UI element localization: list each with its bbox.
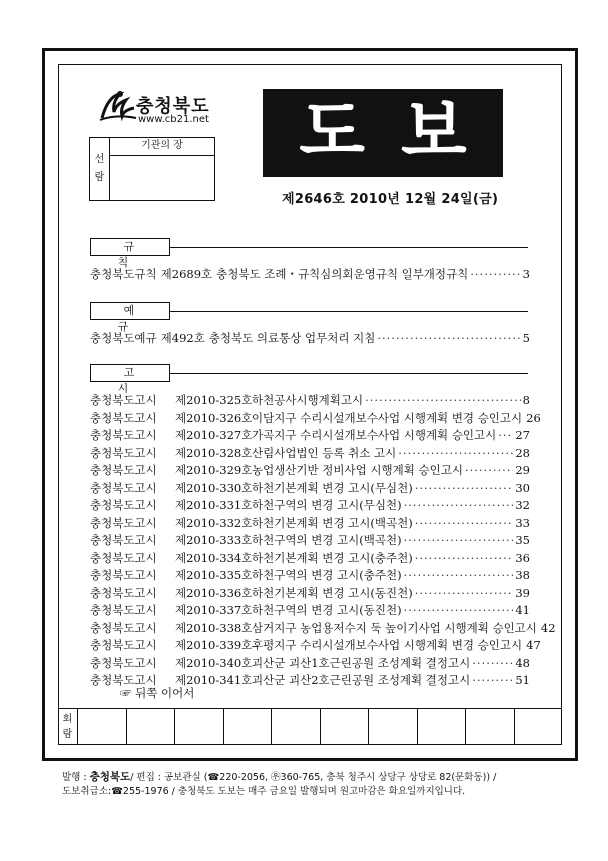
toc-prefix: 충청북도고시 (90, 480, 157, 495)
toc-prefix: 충청북도고시 (90, 428, 157, 442)
logo (98, 88, 248, 128)
toc-title: 괴산군 괴산1호근린공원 조성계획 결정고시 (252, 655, 471, 670)
toc-prefix: 충청북도고시 (90, 550, 157, 565)
approval-header: 기관의 장 (110, 138, 214, 156)
section-divider (170, 311, 528, 312)
cheongju-swirl-logo-icon (98, 88, 138, 124)
section-label-notices: 고 시 (90, 364, 170, 382)
toc-leader (404, 568, 514, 582)
toc-row[interactable] (90, 480, 530, 496)
toc-leader (415, 551, 514, 565)
toc-page: 39 (515, 585, 530, 600)
toc-number: 제2010-329호 (175, 463, 253, 477)
toc-row[interactable] (90, 392, 530, 408)
toc-row[interactable] (90, 462, 530, 478)
toc-row[interactable] (90, 266, 530, 282)
toc-leader (377, 331, 520, 345)
toc-page: 36 (515, 550, 530, 565)
toc-title: 하천공사시행계획고시 (252, 393, 364, 407)
toc-number: 제2010-328호 (175, 445, 253, 460)
toc-page: 28 (515, 445, 530, 460)
toc-row[interactable] (90, 445, 530, 461)
toc-number: 제2010-332호 (175, 515, 253, 530)
approval-side-char: 람 (94, 172, 105, 183)
toc-number: 제2010-333호 (175, 533, 253, 547)
toc-number: 제2010-325호 (175, 393, 253, 407)
toc-page: 5 (522, 331, 530, 345)
toc-prefix: 충청북도고시 (90, 463, 157, 477)
toc-title: 하천구역의 변경 고시(무심천) (252, 498, 402, 512)
toc-row[interactable] (90, 602, 530, 618)
toc-page: 38 (515, 568, 530, 582)
toc-row[interactable] (90, 620, 556, 636)
toc-row[interactable] (90, 427, 530, 443)
toc-prefix: 충청북도고시 (90, 515, 157, 530)
circulation-label (58, 709, 78, 745)
toc-page: 32 (515, 498, 530, 512)
circulation-cell (78, 709, 127, 745)
toc-leader (398, 446, 513, 460)
toc-prefix: 충청북도고시 (90, 533, 157, 547)
circulation-cell (224, 709, 273, 745)
toc-page: 33 (515, 515, 530, 530)
toc-title: 농업생산기반 정비사업 시행계획 승인고시 (252, 463, 463, 477)
toc-page: 51 (515, 673, 530, 687)
toc-number: 제2010-338호 (175, 620, 253, 635)
toc-prefix: 충청북도규칙 (90, 267, 157, 281)
toc-row[interactable] (90, 567, 530, 583)
toc-number: 제2010-337호 (175, 603, 253, 617)
toc-row[interactable] (90, 637, 541, 653)
circulation-row (58, 708, 562, 745)
toc-leader (472, 673, 513, 687)
section-label-bylaws: 예 규 (90, 302, 170, 320)
issue-info: 제2646호 2010년 12월 24일(금) (282, 192, 499, 207)
section-divider (170, 373, 528, 374)
toc-row[interactable] (90, 550, 530, 566)
footer-publisher: 충청북도 (89, 771, 131, 783)
toc-leader (415, 481, 514, 495)
footer-prefix: 발행 : (62, 772, 90, 783)
toc-title: 하천기본계획 변경 고시(동진천) (252, 585, 413, 600)
continued-note: ☞ 뒤쪽 이어서 (120, 686, 195, 700)
toc-leader (415, 586, 514, 600)
toc-number: 제492호 (160, 331, 205, 345)
toc-number: 제2010-327호 (175, 428, 253, 442)
footer-line1-rest: / 편집 : 공보관실 (☎220-2056, ㉾360-765, 충북 청주시 상당구 상당로 82(문화동)) / (130, 772, 497, 783)
toc-prefix: 충청북도고시 (90, 498, 157, 512)
toc-number: 제2010-326호 (175, 410, 253, 425)
toc-prefix: 충청북도고시 (90, 445, 157, 460)
toc-prefix: 충청북도예규 (90, 331, 157, 345)
toc-leader (465, 463, 513, 477)
toc-number: 제2010-341호 (175, 673, 253, 687)
circulation-cell (466, 709, 515, 745)
toc-leader (365, 393, 521, 407)
toc-leader (415, 516, 514, 530)
toc-row[interactable] (90, 330, 530, 346)
toc-title: 충청북도 조례・규칙심의회운영규칙 일부개정규칙 (216, 267, 469, 281)
toc-leader (404, 498, 514, 512)
toc-row[interactable] (90, 410, 541, 426)
approval-side-char: 선 (94, 154, 105, 165)
toc-title: 하천기본계획 변경 고시(백곡천) (252, 515, 413, 530)
toc-prefix: 충청북도고시 (90, 620, 157, 635)
toc-number: 제2010-330호 (175, 480, 253, 495)
toc-prefix: 충청북도고시 (90, 568, 157, 582)
toc-number: 제2010-331호 (175, 498, 253, 512)
toc-prefix: 충청북도고시 (90, 410, 157, 425)
toc-row[interactable] (90, 532, 530, 548)
circulation-cell (272, 709, 321, 745)
toc-title: 하천기본계획 변경 고시(무심천) (252, 480, 413, 495)
toc-number: 제2689호 (160, 267, 213, 281)
toc-page: 8 (522, 393, 530, 407)
toc-prefix: 충청북도고시 (90, 585, 157, 600)
toc-page: 48 (515, 655, 530, 670)
circulation-label-char: 회 (62, 714, 73, 725)
section-divider (170, 247, 528, 248)
toc-leader (472, 656, 513, 670)
circulation-cell (515, 709, 563, 745)
toc-title: 가곡지구 수리시설개보수사업 시행계획 승인고시 (252, 428, 497, 442)
toc-row[interactable] (90, 497, 530, 513)
toc-title: 하천구역의 변경 고시(충주천) (252, 568, 402, 582)
toc-number: 제2010-335호 (175, 568, 253, 582)
toc-number: 제2010-340호 (175, 655, 253, 670)
toc-row[interactable] (90, 585, 530, 601)
toc-number: 제2010-334호 (175, 550, 253, 565)
toc-title: 괴산군 괴산2호근린공원 조성계획 결정고시 (252, 673, 471, 687)
toc-leader (404, 533, 514, 547)
masthead-title: 도보 (299, 93, 503, 172)
toc-number: 제2010-339호 (175, 638, 253, 652)
toc-number: 제2010-336호 (175, 585, 253, 600)
toc-page: 41 (515, 603, 530, 617)
toc-row[interactable] (90, 515, 530, 531)
toc-leader (470, 267, 520, 281)
circulation-cell (127, 709, 176, 745)
toc-title: 하천구역의 변경 고시(백곡천) (252, 533, 402, 547)
toc-row[interactable] (90, 655, 530, 671)
toc-title: 삼거지구 농업용저수지 둑 높이기사업 시행계획 승인고시 (252, 620, 537, 635)
toc-page: 47 (526, 638, 541, 652)
toc-page: 29 (515, 463, 530, 477)
logo-name: 충청북도 (136, 96, 210, 117)
footer-line-1 (62, 770, 582, 785)
toc-page: 26 (526, 410, 541, 425)
toc-leader (498, 428, 513, 442)
logo-url: www.cb21.net (138, 114, 209, 125)
toc-leader (404, 603, 514, 617)
toc-prefix: 충청북도고시 (90, 603, 157, 617)
footer-line-2: 도보취급소:☎255-1976 / 충청북도 도보는 매주 금요일 발행되며 원고마감은 화요일까지입니다. (62, 786, 466, 797)
toc-page: 30 (515, 480, 530, 495)
toc-title: 산림사업법인 등록 취소 고시 (252, 445, 397, 460)
toc-title: 후평지구 수리시설개보수사업 시행계획 변경 승인고시 (252, 638, 523, 652)
toc-title: 이담지구 수리시설개보수사업 시행계획 변경 승인고시 (252, 410, 523, 425)
circulation-cell (175, 709, 224, 745)
footer (62, 770, 582, 799)
section-label-rules: 규 칙 (90, 238, 170, 256)
toc-page: 35 (515, 533, 530, 547)
approval-box (89, 137, 215, 201)
toc-page: 27 (515, 428, 530, 442)
toc-title: 충청북도 의료통상 업무처리 지침 (208, 331, 376, 345)
toc-page: 42 (540, 620, 556, 635)
toc-prefix: 충청북도고시 (90, 673, 157, 687)
toc-page: 3 (522, 267, 530, 281)
circulation-cell (321, 709, 370, 745)
toc-title: 하천기본계획 변경 고시(충주천) (252, 550, 413, 565)
circulation-cell (418, 709, 467, 745)
masthead-title-box (263, 89, 503, 177)
toc-prefix: 충청북도고시 (90, 393, 157, 407)
toc-prefix: 충청북도고시 (90, 638, 157, 652)
circulation-label-char: 람 (62, 729, 73, 740)
toc-prefix: 충청북도고시 (90, 655, 157, 670)
circulation-cell (369, 709, 418, 745)
toc-title: 하천구역의 변경 고시(동진천) (252, 603, 402, 617)
approval-side-label (90, 138, 110, 200)
